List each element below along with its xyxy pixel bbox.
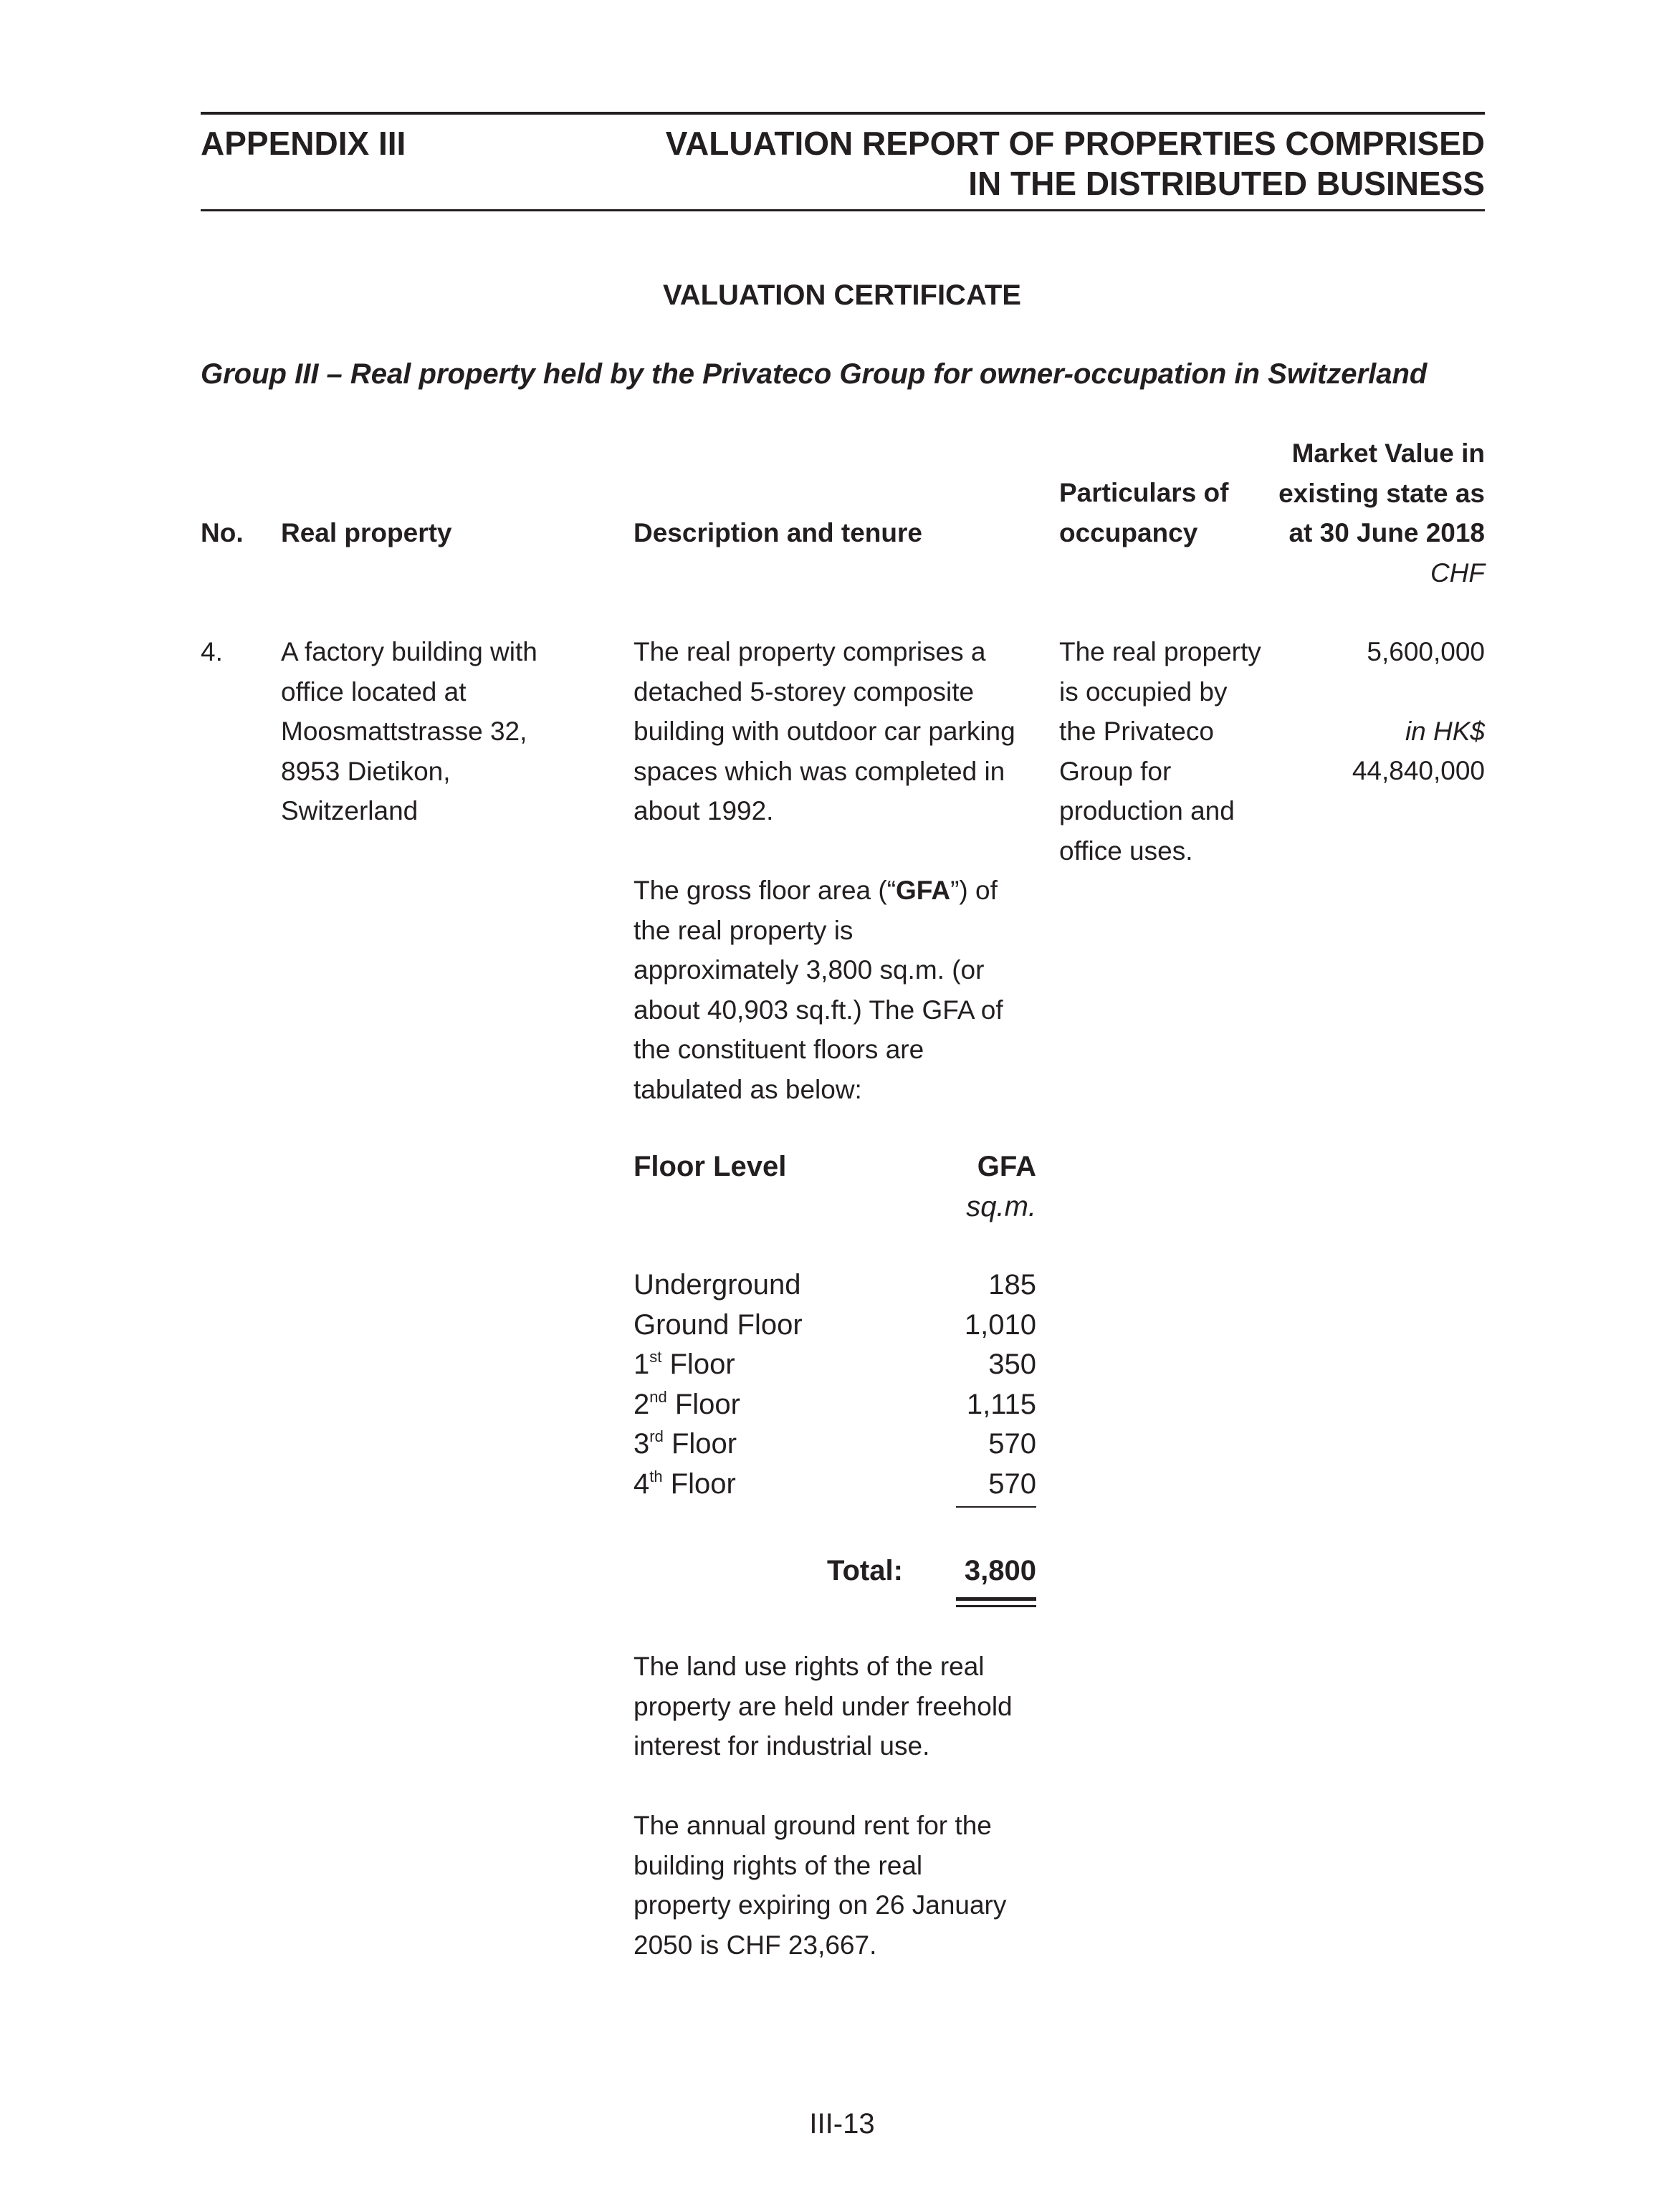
header-top-rule [201, 112, 1485, 115]
description-paragraph-2 [634, 871, 1003, 1109]
description-line: The annual ground rent for the [634, 1811, 992, 1840]
table-row [634, 1265, 1036, 1306]
address-line: office located at [281, 676, 467, 707]
occupancy-line: is occupied by [1059, 676, 1228, 707]
total-value: 3,800 [964, 1555, 1036, 1586]
column-header-real-property: Real property [281, 518, 452, 547]
column-header-market-value [1218, 434, 1485, 593]
report-title-line2: IN THE DISTRIBUTED BUSINESS [968, 165, 1485, 202]
floor-name: Ground Floor [634, 1308, 803, 1341]
floor-table-unit: sq.m. [966, 1191, 1036, 1222]
occupancy-line: The real property [1059, 637, 1261, 666]
address-line: Switzerland [281, 796, 419, 825]
page-number: III-13 [809, 2108, 875, 2140]
description-line: 2050 is CHF 23,667. [634, 1930, 877, 1960]
occupancy-line: production and [1059, 796, 1235, 825]
description-paragraph-1 [634, 632, 1015, 831]
subtotal-rule [956, 1506, 1036, 1508]
floor-name: 2nd Floor [634, 1387, 740, 1420]
table-row [634, 1385, 1036, 1425]
occupancy-line: Group for [1059, 756, 1172, 786]
total-double-rule-bottom [956, 1605, 1036, 1607]
table-row [634, 1345, 1036, 1385]
address-line: A factory building with [281, 637, 537, 666]
column-header-description: Description and tenure [634, 518, 922, 547]
floor-name: 4th Floor [634, 1467, 736, 1500]
description-line: the real property is [634, 915, 854, 945]
floor-gfa: 350 [988, 1349, 1036, 1380]
description-line: The real property comprises a [634, 637, 986, 666]
description-line: property are held under freehold [634, 1691, 1013, 1721]
floor-gfa: 185 [988, 1269, 1036, 1301]
address-line: 8953 Dietikon, [281, 756, 451, 786]
column-header-no: No. [201, 518, 244, 547]
description-line: spaces which was completed in [634, 756, 1005, 786]
floor-name: Underground [634, 1269, 801, 1301]
description-paragraph-4 [634, 1806, 1006, 1965]
table-row [634, 1306, 1036, 1346]
market-value-line3: at 30 June 2018 [1289, 518, 1485, 547]
market-value-line1: Market Value in [1291, 439, 1485, 468]
table-row [634, 1425, 1036, 1465]
total-double-rule-top [956, 1597, 1036, 1601]
appendix-label: APPENDIX III [201, 125, 406, 162]
property-number: 4. [201, 637, 223, 666]
market-value-chf: 5,600,000 [1367, 637, 1485, 666]
floor-gfa: 570 [988, 1468, 1036, 1500]
floor-table-header-floor: Floor Level [634, 1151, 787, 1182]
certificate-title: VALUATION CERTIFICATE [663, 279, 1021, 311]
report-title-line1: VALUATION REPORT OF PROPERTIES COMPRISED [665, 125, 1485, 162]
column-header-particulars [1059, 473, 1228, 552]
description-line: The gross floor area (“GFA”) of [634, 876, 998, 905]
description-line: detached 5-storey composite [634, 676, 975, 707]
floor-gfa: 1,010 [964, 1308, 1036, 1341]
particulars-line1: Particulars of [1059, 478, 1229, 507]
description-line: about 1992. [634, 796, 774, 825]
description-line: building with outdoor car parking [634, 717, 1015, 746]
group-heading: Group III – Real property held by the Privateco Group for owner-occupation in Switzerland [201, 358, 1428, 390]
floor-gfa: 1,115 [966, 1388, 1036, 1420]
market-value-hkd-label: in HK$ [1405, 717, 1485, 746]
description-paragraph-3 [634, 1647, 1013, 1766]
description-line: approximately 3,800 sq.m. (or [634, 955, 985, 985]
market-value-unit: CHF [1430, 557, 1485, 588]
market-value-line2: existing state as [1278, 478, 1485, 508]
market-value-hkd: 44,840,000 [1352, 756, 1485, 785]
floor-name: 3rd Floor [634, 1427, 737, 1460]
description-line: the constituent floors are [634, 1035, 924, 1064]
particulars-line2: occupancy [1059, 517, 1198, 547]
description-line: about 40,903 sq.ft.) The GFA of [634, 995, 1003, 1025]
description-line: building rights of the real [634, 1850, 923, 1880]
real-property-address [281, 632, 537, 831]
description-line: tabulated as below: [634, 1074, 862, 1104]
address-line: Moosmattstrasse 32, [281, 717, 527, 746]
gfa-abbreviation: GFA [896, 876, 951, 905]
floor-gfa: 570 [988, 1428, 1036, 1460]
description-line: property expiring on 26 January [634, 1890, 1007, 1920]
table-row [634, 1465, 1036, 1505]
description-line: The land use rights of the real [634, 1652, 985, 1681]
occupancy-line: office uses. [1059, 836, 1193, 866]
total-label: Total: [827, 1555, 903, 1586]
floor-table-header-gfa: GFA [977, 1151, 1036, 1182]
header-bottom-rule [201, 209, 1485, 211]
occupancy-line: the Privateco [1059, 717, 1214, 746]
floor-name: 1st Floor [634, 1348, 735, 1380]
description-line: interest for industrial use. [634, 1731, 930, 1761]
